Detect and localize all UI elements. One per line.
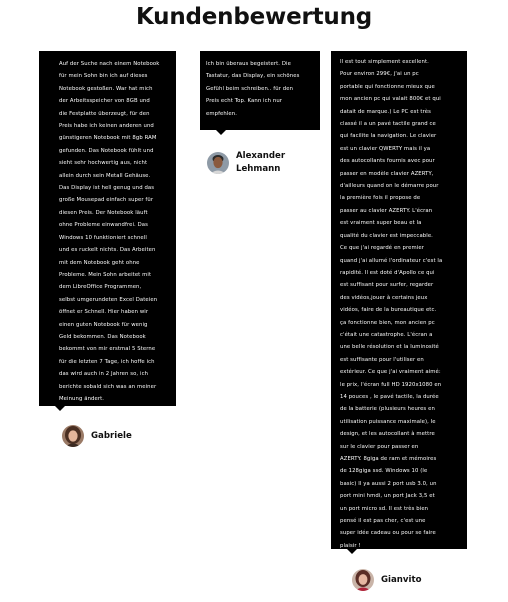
testimonial-bubble — [331, 51, 467, 549]
testimonial-bubble — [39, 51, 176, 406]
avatar — [352, 569, 374, 591]
testimonial-text: Ich bin überaus begeistert. Die Tastatur, das Display, ein schönes Gefühl beim schreiben.. für den Preis echt Top. Kann ich nur empfehlen. — [206, 61, 300, 117]
testimonial-author — [207, 150, 285, 176]
testimonial-author — [62, 425, 132, 447]
testimonial-text: Il est tout simplement excellent. Pour environ 299€, j'ai un pc portable qui fonctionne mieux que mon ancien pc qui valait 800€ et qui datait de marque.) Le PC est très classé il a un pavé tactile grand ce qui facilite la navigation. Le clavier est un clavier QWERTY mais il ya des autocollants fournis avec pour passer en modèle clavier AZERTY, d'ailleurs quand on le démarre pour la première fois il propose de passer au clavier AZERTY. L'écran est vraiment super beau et la qualité du clavier est impeccable. Ce que j'ai regardé en premier quand j'ai allumé l'ordinateur c'est la rapidité. Il est doté d'Apollo ce qui est suffisant pour surfer, regarder des vidéos,jouer à certains jeux vidéos, faire de la bureautique etc. ça fonctionne bien, mon ancien pc c'était une catastrophe. L'écran a une belle résolution et la luminosité est suffisante pour l'utiliser en extérieur. Ce que j'ai vraiment aimé: le prix, l'écran full HD 1920x1080 en 14 pouces , le pavé tactile, la durée de la batterie (plusieurs heures en utilisation puissance maximale), le design, et les autocollant à mettre sur le clavier pour passer en AZERTY. 8giga de ram et mémoires de 128giga ssd. Windows 10 (le basic) Il ya aussi 2 port usb 3.0, un port mini hmdi, un port Jack 3,5 et un port micro sd. Il est très bien pensé il est pas cher, c'est une super idée cadeau ou pour se faire plaisir ! — [340, 59, 443, 549]
author-name: Gianvito — [381, 574, 422, 585]
avatar — [207, 152, 229, 174]
avatar — [62, 425, 84, 447]
page-title: Kundenbewertung — [135, 4, 373, 30]
testimonial-author — [352, 569, 421, 591]
testimonial-text: Auf der Suche nach einem Notebook für mein Sohn bin ich auf dieses Notebook gestoßen. War hat mich der Arbeitsspeicher von 8GB und die Festplatte überzeugt, für den Preis habe ich keinen anderen und günstigeren Notebook mit 8gb RAM gefunden. Das Notebook fühlt und sieht sehr hochwertig aus, nicht allein durch sein Metall Gehäuse. Das Display ist hell genug und das große Mousepad einfach super für diesen Preis. Der Notebook läuft ohne Probleme einwandfrei. Das Windows 10 funktioniert schnell und es ruckelt nichts. Das Arbeiten mit dem Notebook geht ohne Probleme. Mein Sohn arbeitet mit dem LibreOffice Programmen, selbst umgerundeten Excel Dateien öffnet er Schnell. Hier haben wir einen guten Notebook für wenig Geld bekommen. Das Notebook bekommt von mir erstmal 5 Sterne für die letzten 7 Tage, ich hoffe ich das wird auch in 2 Jahren so, ich berichte sobald sich was an meiner Meinung ändert. — [59, 61, 160, 402]
testimonial-bubble — [200, 51, 320, 130]
author-name: Gabriele — [91, 430, 132, 441]
author-name: Alexander Lehmann — [236, 151, 286, 174]
